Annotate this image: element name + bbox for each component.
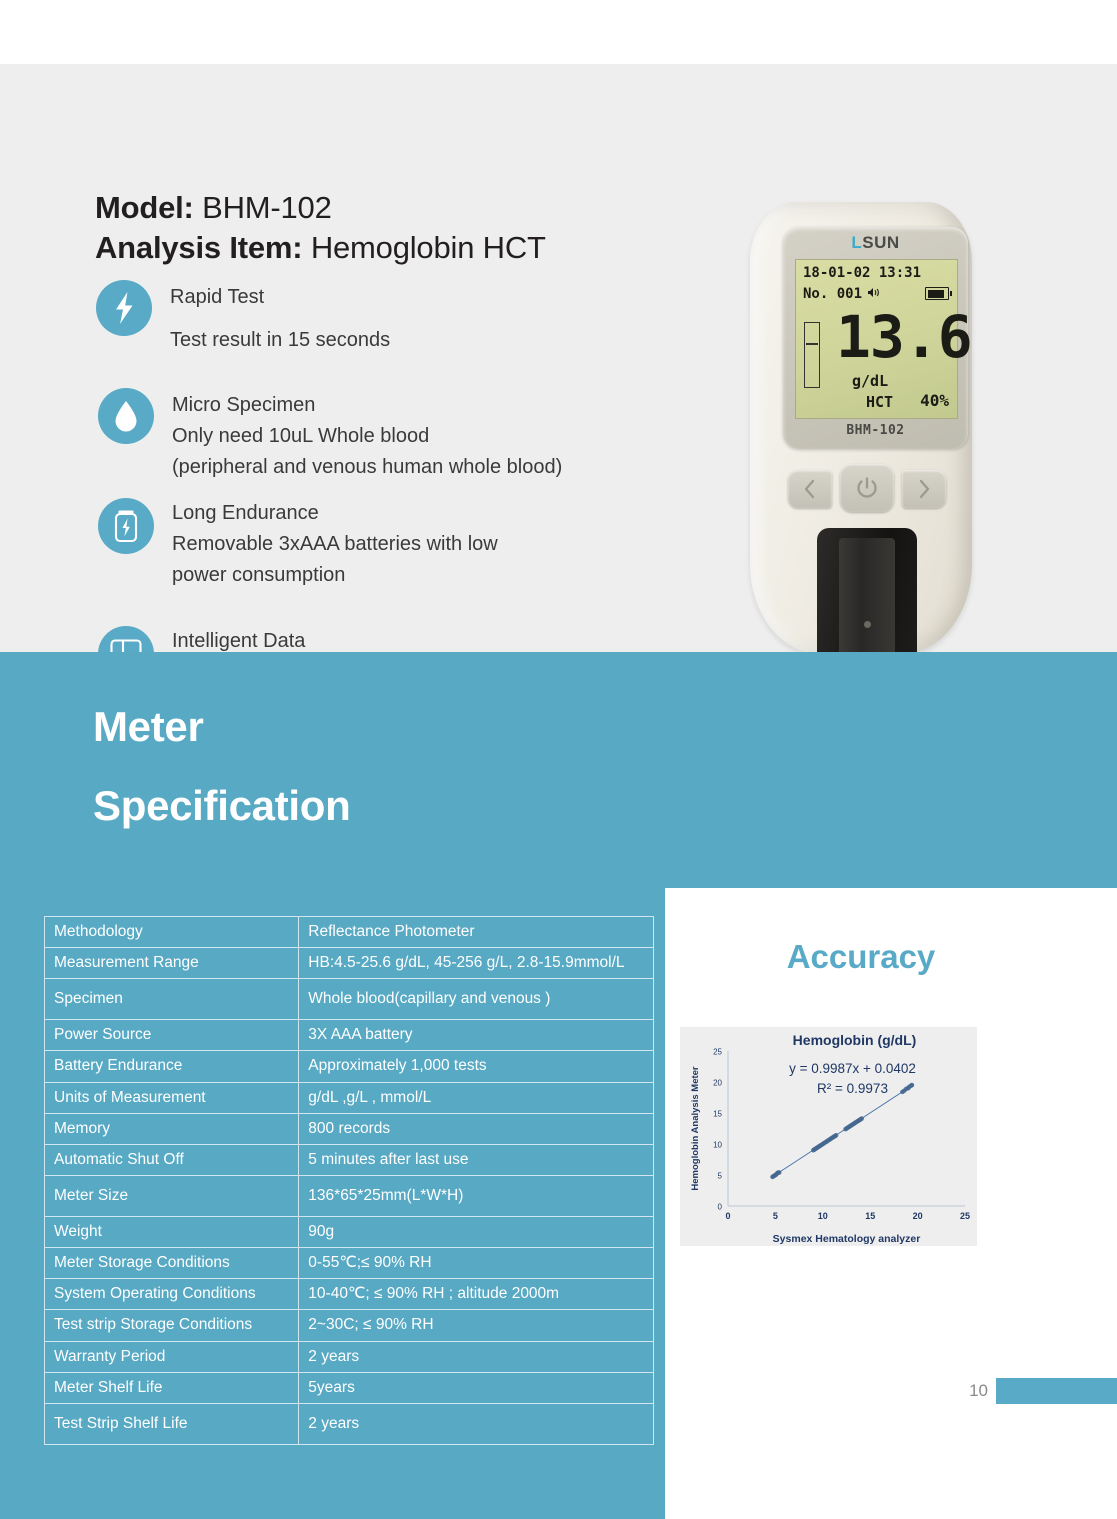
table-row [45, 1020, 654, 1051]
spec-key: Methodology [45, 917, 299, 948]
table-row [45, 1403, 654, 1444]
device-photo [736, 192, 986, 662]
table-row [45, 1144, 654, 1175]
feature-sub: Test result in 15 seconds [170, 329, 391, 351]
footer-accent-bar [996, 1378, 1117, 1404]
y-tick-label: 0 [717, 1202, 722, 1212]
chart-title: Hemoglobin (g/dL) [792, 1032, 917, 1048]
battery-icon [98, 498, 154, 554]
spec-value: Whole blood(capillary and venous ) [299, 979, 654, 1020]
spec-key: Units of Measurement [45, 1082, 299, 1113]
x-tick-label: 25 [959, 1211, 971, 1221]
spec-value: Approximately 1,000 tests [299, 1051, 654, 1082]
feature-title: Micro Specimen [172, 394, 316, 416]
accuracy-heading: Accuracy [786, 938, 936, 975]
spec-key: Memory [45, 1113, 299, 1144]
brand-mark-rest: SUN [862, 233, 900, 252]
spec-key: Power Source [45, 1020, 299, 1051]
lcd-unit: g/dL [852, 372, 889, 390]
table-row [45, 1051, 654, 1082]
table-row [45, 1082, 654, 1113]
spec-value: 5 minutes after last use [299, 1144, 654, 1175]
device-brand-logo [783, 233, 968, 253]
table-row [45, 917, 654, 948]
spec-value: g/dL ,g/L , mmol/L [299, 1082, 654, 1113]
spec-key: Meter Size [45, 1175, 299, 1216]
x-tick-label: 0 [725, 1211, 731, 1221]
page-number: 10 [969, 1381, 988, 1400]
spec-value: 2~30C; ≤ 90% RH [299, 1310, 654, 1341]
chart-annotation-equation: y = 0.9987x + 0.0402 [789, 1061, 916, 1076]
model-label: Model: [95, 190, 194, 225]
spec-key: Measurement Range [45, 948, 299, 979]
spec-key: Automatic Shut Off [45, 1144, 299, 1175]
lcd-sound-icon [867, 286, 880, 302]
feature-item-micro-specimen [98, 388, 562, 483]
table-row [45, 1175, 654, 1216]
feature-text-micro-specimen [172, 388, 562, 483]
spec-value: 136*65*25mm(L*W*H) [299, 1175, 654, 1216]
spec-key: Specimen [45, 979, 299, 1020]
table-row [45, 1279, 654, 1310]
model-line [95, 188, 695, 228]
analysis-item-label: Analysis Item: [95, 230, 303, 266]
feature-text-rapid-test [170, 280, 390, 356]
accuracy-scatter-chart [680, 1027, 977, 1246]
product-header [95, 188, 695, 269]
feature-title: Long Endurance [172, 502, 319, 524]
section-title-line-2: Specification [93, 781, 351, 829]
y-axis-label: Hemoglobin Analysis Meter [690, 1066, 701, 1191]
table-row [45, 1216, 654, 1247]
x-tick-label: 10 [817, 1211, 828, 1221]
brand-mark-letter: L [851, 233, 863, 252]
y-tick-label: 15 [713, 1109, 722, 1119]
table-row [45, 1113, 654, 1144]
lcd-battery-icon [925, 287, 949, 300]
feature-sub: Only need 10uL Whole blood [172, 425, 430, 447]
spec-key: System Operating Conditions [45, 1279, 299, 1310]
device-right-arrow-button[interactable] [902, 470, 946, 508]
device-lcd-screen [795, 259, 972, 419]
table-row [45, 979, 654, 1020]
feature-item-rapid-test [96, 280, 390, 356]
spec-value: 2 years [299, 1341, 654, 1372]
x-tick-label: 15 [865, 1211, 876, 1221]
model-value: BHM-102 [202, 190, 332, 225]
feature-text-long-endurance [172, 498, 498, 591]
table-row [45, 1248, 654, 1279]
x-tick-label: 20 [912, 1211, 923, 1221]
section-title [93, 688, 351, 846]
spec-value: 2 years [299, 1403, 654, 1444]
feature-title: Intelligent Data [172, 630, 306, 652]
spec-value: 5years [299, 1372, 654, 1403]
y-tick-label: 20 [713, 1078, 722, 1088]
spec-key: Test strip Storage Conditions [45, 1310, 299, 1341]
feature-title: Rapid Test [170, 286, 265, 308]
spec-value: 3X AAA battery [299, 1020, 654, 1051]
table-row [45, 948, 654, 979]
water-drop-icon [98, 388, 154, 444]
spec-value: Reflectance Photometer [299, 917, 654, 948]
device-power-button[interactable] [840, 464, 894, 512]
x-axis-label: Sysmex Hematology analyzer [772, 1233, 921, 1245]
x-tick-label: 5 [772, 1211, 778, 1221]
accuracy-panel [666, 888, 1117, 1519]
table-row [45, 1372, 654, 1403]
device-strip-slot [817, 528, 917, 666]
chart-svg [680, 1027, 977, 1246]
spec-key: Test Strip Shelf Life [45, 1403, 299, 1444]
lcd-datetime: 18-01-02 13:31 [803, 265, 922, 281]
spec-key: Warranty Period [45, 1341, 299, 1372]
device-display-bezel [783, 227, 972, 449]
lcd-test-strip-icon [804, 322, 820, 388]
lightning-bolt-icon [96, 280, 152, 336]
device-left-arrow-button[interactable] [788, 470, 832, 508]
y-tick-label: 10 [713, 1140, 722, 1150]
spec-value: 90g [299, 1216, 654, 1247]
feature-sub-2: (peripheral and venous human whole blood) [172, 456, 563, 478]
spec-value: 10-40℃; ≤ 90% RH ; altitude 2000m [299, 1279, 654, 1310]
table-row [45, 1341, 654, 1372]
chart-trendline [771, 1084, 914, 1177]
spec-section-top-strip [665, 652, 1117, 888]
chart-annotation-r2: R² = 0.9973 [817, 1081, 888, 1096]
spec-value: 0-55℃;≤ 90% RH [299, 1248, 654, 1279]
specification-table [44, 916, 654, 1445]
spec-key: Weight [45, 1216, 299, 1247]
section-title-line-1: Meter [93, 703, 204, 750]
feature-sub: Removable 3xAAA batteries with low [172, 533, 498, 555]
device-body [750, 202, 972, 654]
analysis-item-line [95, 228, 695, 268]
lcd-record-number [803, 286, 880, 302]
feature-sub-2: power consumption [172, 564, 346, 586]
lcd-hct-label: HCT [866, 393, 894, 411]
specification-table-body [45, 917, 654, 1445]
analysis-item-value: Hemoglobin HCT [310, 230, 546, 266]
spec-value: HB:4.5-25.6 g/dL, 45-256 g/L, 2.8-15.9mmol/L [299, 948, 654, 979]
device-model-text: BHM-102 [846, 423, 905, 438]
spec-value: 800 records [299, 1113, 654, 1144]
feature-item-long-endurance [98, 498, 498, 591]
spec-key: Battery Endurance [45, 1051, 299, 1082]
y-tick-label: 5 [717, 1171, 722, 1181]
lcd-result-value: 13.6 [836, 303, 972, 371]
lcd-hct-value: 40% [920, 391, 949, 410]
spec-key: Meter Shelf Life [45, 1372, 299, 1403]
lcd-record-number-text: No. 001 [803, 286, 863, 302]
product-overview-panel [0, 64, 1117, 652]
spec-key: Meter Storage Conditions [45, 1248, 299, 1279]
table-row [45, 1310, 654, 1341]
y-tick-label: 25 [713, 1047, 722, 1057]
